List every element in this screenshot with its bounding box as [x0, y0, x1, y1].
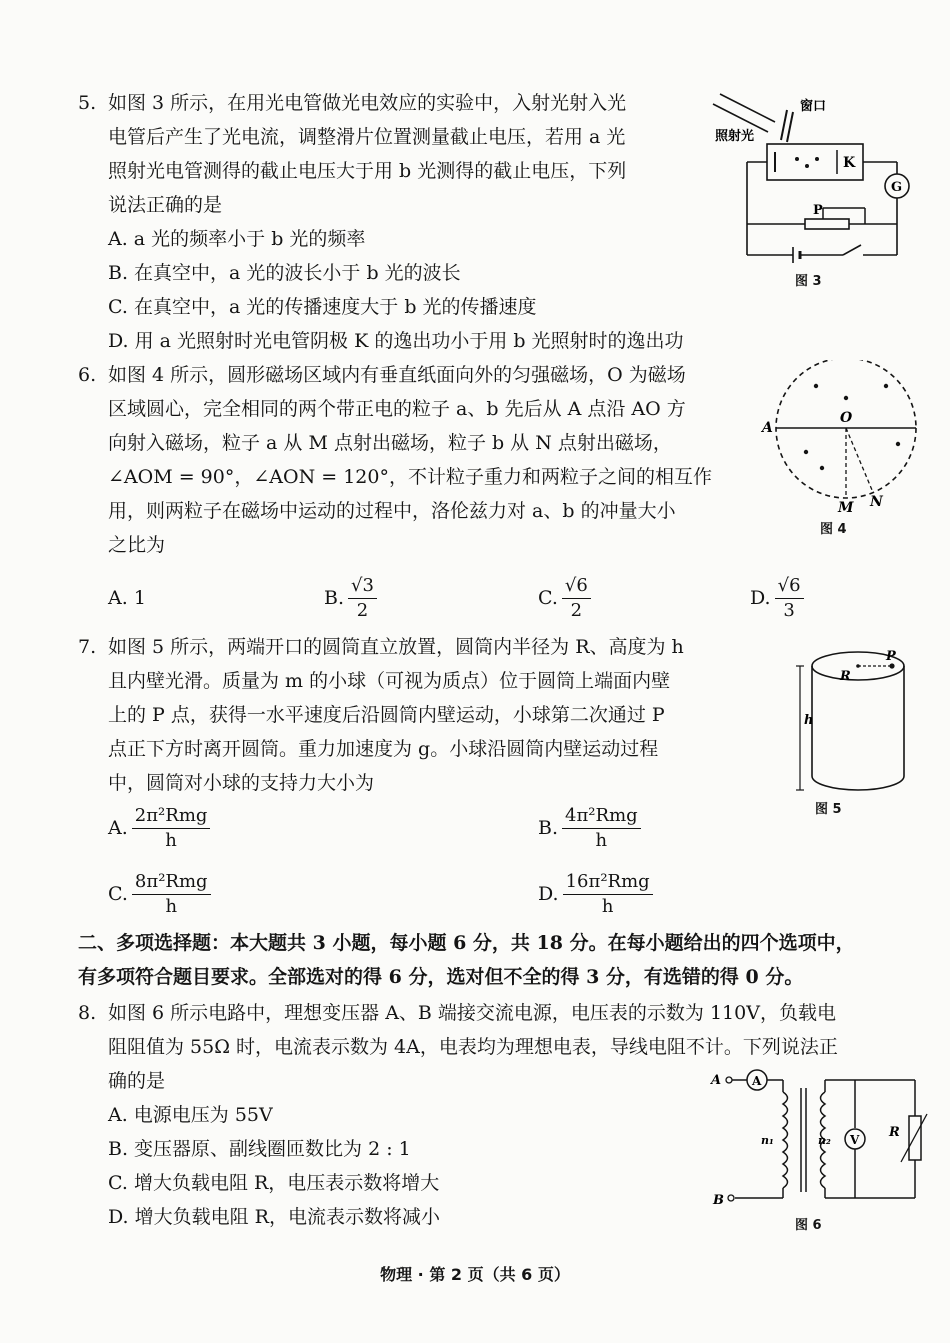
- option-b: B. $\frac{√3}{2}$: [324, 574, 538, 623]
- option-a: A. 电源电压为 55V: [108, 1104, 273, 1126]
- figure-6-transformer: [705, 1064, 930, 1214]
- question-6: [78, 358, 758, 562]
- option-b: B. 变压器原、副线圈匝数比为 2 : 1: [108, 1138, 411, 1160]
- slider-label: P: [813, 203, 823, 218]
- ball-p: [889, 663, 894, 668]
- fraction: $\frac{√3}{2}$: [348, 574, 377, 623]
- question-text: 且内壁光滑。质量为 m 的小球（可视为质点）位于圆筒上端面内壁: [108, 670, 671, 692]
- ammeter-label: A: [752, 1074, 762, 1088]
- question-text: 如图 3 所示，在用光电管做光电效应的实验中，入射光射入光: [108, 92, 627, 114]
- option-d: D. $\frac{√6}{3}$: [750, 574, 804, 623]
- n1-label: n₁: [761, 1134, 774, 1147]
- fraction: $\frac{√6}{3}$: [775, 574, 804, 623]
- point-n-label: N: [870, 494, 883, 510]
- point-m-label: M: [838, 500, 854, 516]
- fraction: $\frac{\text{8π²Rmg}}{h}$: [132, 870, 211, 919]
- option-b: B. $\frac{\text{4π²Rmg}}{h}$: [538, 804, 641, 853]
- section-text: 有多项符合题目要求。全部选对的得 6 分，选对但不全的得 3 分，有选错的得 0 分。: [78, 966, 804, 988]
- point-p-label: P: [886, 649, 896, 664]
- question-text: 如图 6 所示电路中，理想变压器 A、B 端接交流电源，电压表的示数为 110V，负载电: [108, 1002, 836, 1024]
- question-number: 8.: [78, 1002, 97, 1024]
- terminal-b-label: B: [713, 1193, 724, 1208]
- question-number: 7.: [78, 636, 97, 658]
- n2-label: n₂: [818, 1134, 831, 1147]
- figure-4-magnetic-field: [760, 360, 935, 520]
- figure-5-caption: 图 5: [815, 802, 842, 817]
- question-text: 区域圆心，完全相同的两个带正电的粒子 a、b 先后从 A 点沿 AO 方: [108, 398, 686, 420]
- fraction: $\frac{\text{4π²Rmg}}{h}$: [562, 804, 641, 853]
- option-a: A. a 光的频率小于 b 光的频率: [108, 228, 366, 250]
- question-text: 向射入磁场，粒子 a 从 M 点射出磁场，粒子 b 从 N 点射出磁场，: [108, 432, 672, 454]
- rheostat-icon: [805, 219, 849, 229]
- question-text: 确的是: [108, 1070, 166, 1092]
- fraction: $\frac{\text{2π²Rmg}}{h}$: [132, 804, 211, 853]
- option-d: D. $\frac{\text{16π²Rmg}}{h}$: [538, 870, 653, 919]
- figure-6-caption: 图 6: [795, 1218, 822, 1233]
- page-footer: 物理 · 第 2 页（共 6 页）: [380, 1265, 570, 1284]
- height-label: h: [804, 713, 814, 728]
- cathode-label: K: [843, 155, 856, 171]
- question-text: 上的 P 点，获得一水平速度后沿圆筒内壁运动，小球第二次通过 P: [108, 704, 665, 726]
- question-text: 阻阻值为 55Ω 时，电流表示数为 4A，电表均为理想电表，导线电阻不计。下列说法正: [108, 1036, 838, 1058]
- voltmeter-label: V: [850, 1133, 860, 1147]
- section-text: 二、多项选择题：本大题共 3 小题，每小题 6 分，共 18 分。在每小题给出的四个选项中，: [78, 932, 855, 954]
- question-text: 中，圆筒对小球的支持力大小为: [108, 772, 375, 794]
- question-number: 6.: [78, 364, 97, 386]
- question-text: 点正下方时离开圆筒。重力加速度为 g。小球沿圆筒内壁运动过程: [108, 738, 659, 760]
- option-d: D. 增大负载电阻 R，电流表示数将减小: [108, 1206, 440, 1228]
- question-text: ∠AOM = 90°，∠AON = 120°，不计粒子重力和两粒子之间的相互作: [108, 466, 712, 488]
- option-c: C. 在真空中，a 光的传播速度大于 b 光的传播速度: [108, 296, 537, 318]
- option-c: C. $\frac{\text{8π²Rmg}}{h}$: [108, 870, 538, 919]
- question-number: 5.: [78, 92, 97, 114]
- question-text: 用，则两粒子在磁场中运动的过程中，洛伦兹力对 a、b 的冲量大小: [108, 500, 676, 522]
- switch-icon: [843, 245, 861, 255]
- question-text: 说法正确的是: [108, 194, 223, 216]
- option-c: C. 增大负载电阻 R，电压表示数将增大: [108, 1172, 440, 1194]
- question-5: [78, 86, 718, 358]
- question-6-options: [108, 572, 828, 624]
- section-2-instructions: [78, 926, 918, 994]
- figure-5-cylinder: [790, 640, 920, 800]
- light-label: 照射光: [715, 129, 755, 144]
- option-b: B. 在真空中，a 光的波长小于 b 光的波长: [108, 262, 461, 284]
- radius-label: R: [840, 669, 851, 684]
- figure-4-caption: 图 4: [820, 522, 847, 537]
- question-text: 电管后产生了光电流，调整滑片位置测量截止电压，若用 a 光: [108, 126, 626, 148]
- question-text: 之比为: [108, 534, 166, 556]
- terminal-a-label: A: [711, 1073, 722, 1088]
- option-a: A. 1: [108, 587, 146, 609]
- window-label: 窗口: [800, 99, 827, 114]
- question-7: [78, 630, 758, 800]
- question-7-options-row-2: [108, 868, 708, 920]
- question-text: 如图 5 所示，两端开口的圆筒直立放置，圆筒内半径为 R、高度为 h: [108, 636, 684, 658]
- question-text: 照射光电管测得的截止电压大于用 b 光测得的截止电压，下列: [108, 160, 627, 182]
- fraction: $\frac{√6}{2}$: [562, 574, 591, 623]
- fraction: $\frac{\text{16π²Rmg}}{h}$: [563, 870, 653, 919]
- figure-3-circuit: [705, 92, 920, 267]
- galvanometer-label: G: [891, 180, 903, 195]
- option-a: A. $\frac{\text{2π²Rmg}}{h}$: [108, 804, 538, 853]
- primary-coil: [783, 1092, 788, 1188]
- question-7-options-row-1: [108, 802, 708, 854]
- figure-3-caption: 图 3: [795, 274, 822, 289]
- point-o-label: O: [840, 410, 853, 426]
- question-text: 如图 4 所示，圆形磁场区域内有垂直纸面向外的匀强磁场，O 为磁场: [108, 364, 686, 386]
- option-d: D. 用 a 光照射时光电管阴极 K 的逸出功小于用 b 光照射时的逸出功: [108, 330, 684, 352]
- resistor-label: R: [889, 1125, 900, 1140]
- variable-resistor-icon: [909, 1116, 921, 1160]
- point-a-label: A: [762, 420, 773, 436]
- option-c: C. $\frac{√6}{2}$: [538, 574, 750, 623]
